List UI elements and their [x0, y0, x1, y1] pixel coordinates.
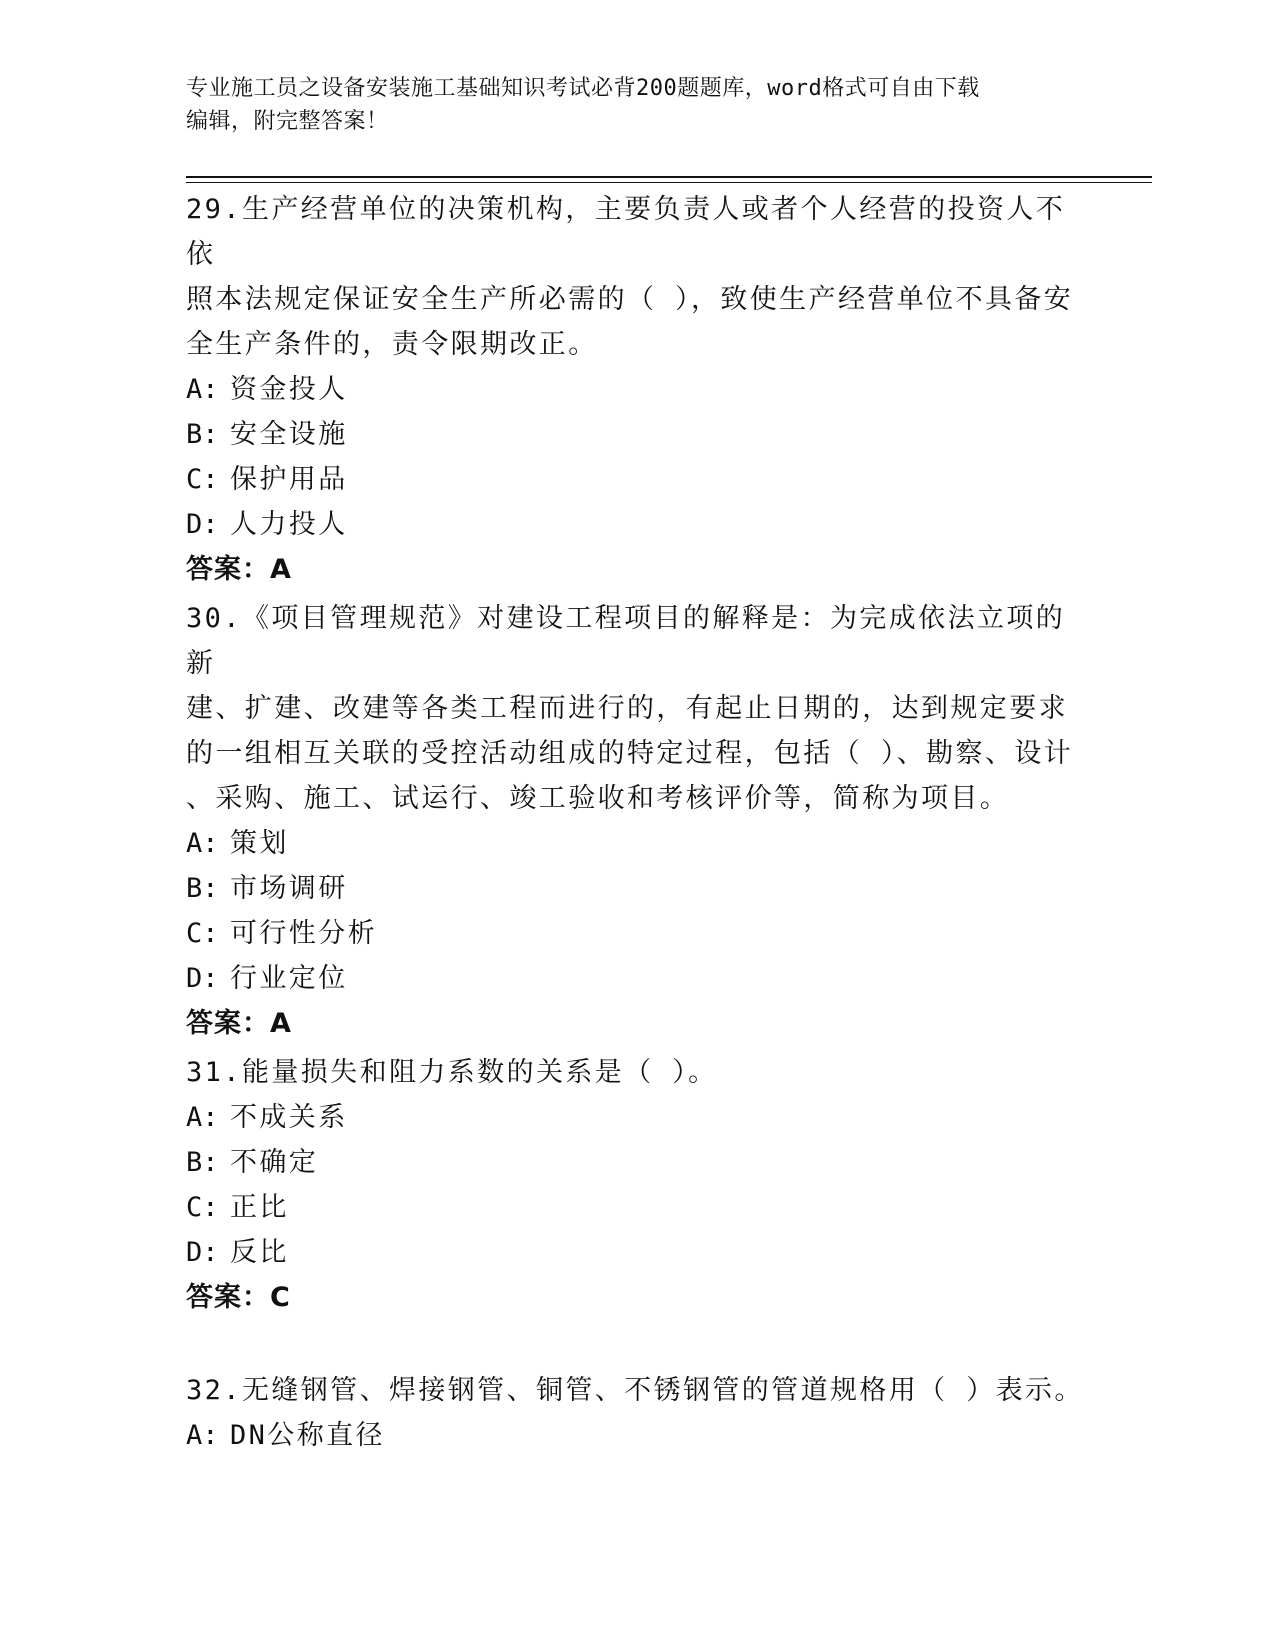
- option-b: [186, 412, 1086, 457]
- option-letter: A:: [186, 1102, 219, 1133]
- option-c: [186, 1185, 1086, 1230]
- option-text: 正比: [230, 1192, 289, 1223]
- header-line-1: 专业施工员之设备安装施工基础知识考试必背200题题库，word格式可自由下载: [186, 76, 980, 101]
- option-a: [186, 367, 1086, 412]
- option-a: [186, 1095, 1086, 1140]
- option-text: 资金投人: [230, 374, 348, 405]
- option-letter: B:: [186, 419, 219, 450]
- stem-line: 30.《项目管理规范》对建设工程项目的解释是：为完成依法立项的新: [186, 603, 1066, 679]
- stem-line: 32.无缝钢管、焊接钢管、铜管、不锈钢管的管道规格用（ ）表示。: [186, 1375, 1084, 1406]
- option-letter: C:: [186, 918, 219, 949]
- question-stem: [186, 1368, 1086, 1413]
- option-c: [186, 911, 1086, 956]
- option-letter: D:: [186, 963, 219, 994]
- option-text: 行业定位: [230, 963, 348, 994]
- stem-line: 全生产条件的，责令限期改正。: [186, 329, 598, 360]
- option-b: [186, 1140, 1086, 1185]
- option-letter: A:: [186, 1420, 219, 1451]
- stem-line: 照本法规定保证安全生产所必需的（ ），致使生产经营单位不具备安: [186, 284, 1074, 315]
- option-text: DN公称直径: [230, 1420, 385, 1451]
- question-stem: [186, 596, 1086, 821]
- option-text: 市场调研: [230, 873, 348, 904]
- option-text: 可行性分析: [230, 918, 377, 949]
- option-letter: C:: [186, 1192, 219, 1223]
- option-letter: A:: [186, 374, 219, 405]
- question-stem: [186, 1050, 1086, 1095]
- answer-line: 答案：A: [186, 554, 292, 585]
- option-letter: C:: [186, 464, 219, 495]
- option-c: [186, 457, 1086, 502]
- header-divider-thick: [186, 176, 1152, 178]
- answer-line: 答案：A: [186, 1008, 292, 1039]
- header-line-2: 编辑，附完整答案！: [186, 109, 389, 134]
- answer-line: 答案：C: [186, 1282, 291, 1313]
- document-header: [186, 72, 1086, 138]
- option-a: [186, 1413, 1086, 1458]
- stem-line: 的一组相互关联的受控活动组成的特定过程，包括（ ）、勘察、设计: [186, 738, 1074, 769]
- header-divider-thin: [186, 182, 1152, 183]
- option-letter: B:: [186, 1147, 219, 1178]
- question-stem: [186, 187, 1086, 367]
- option-a: [186, 821, 1086, 866]
- option-text: 反比: [230, 1237, 289, 1268]
- option-text: 安全设施: [230, 419, 348, 450]
- option-letter: D:: [186, 1237, 219, 1268]
- option-text: 保护用品: [230, 464, 348, 495]
- option-text: 策划: [230, 828, 289, 859]
- option-letter: B:: [186, 873, 219, 904]
- option-text: 人力投人: [230, 509, 348, 540]
- option-d: [186, 502, 1086, 547]
- option-letter: A:: [186, 828, 219, 859]
- stem-line: 、采购、施工、试运行、竣工验收和考核评价等，简称为项目。: [186, 783, 1010, 814]
- question-30: [186, 596, 1086, 1046]
- option-text: 不成关系: [230, 1102, 348, 1133]
- option-d: [186, 956, 1086, 1001]
- option-letter: D:: [186, 509, 219, 540]
- option-d: [186, 1230, 1086, 1275]
- option-text: 不确定: [230, 1147, 319, 1178]
- stem-line: 31.能量损失和阻力系数的关系是（ ）。: [186, 1057, 718, 1088]
- option-b: [186, 866, 1086, 911]
- question-32: [186, 1368, 1086, 1458]
- stem-line: 建、扩建、改建等各类工程而进行的，有起止日期的，达到规定要求: [186, 693, 1068, 724]
- question-31: [186, 1050, 1086, 1320]
- stem-line: 29.生产经营单位的决策机构，主要负责人或者个人经营的投资人不依: [186, 194, 1066, 270]
- question-29: [186, 187, 1086, 592]
